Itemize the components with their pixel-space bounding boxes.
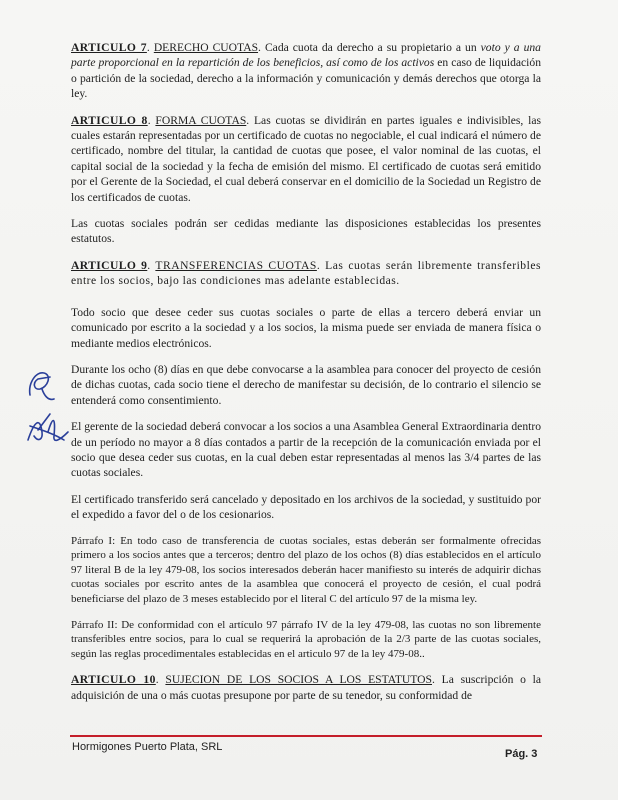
article-9-text: . Las cuotas serán libremente transferibles entre los socios, bajo las condiciones mas adelante establecidas. xyxy=(71,258,541,288)
article-9-paragraph-3: Durante los ocho (8) días en que debe convocarse a la asamblea para conocer del proyecto de cesión de dichas cuotas, cada socio tiene el derecho de manifestar su decisión, de lo contrario el silencio se entenderá como consentimiento. xyxy=(71,362,541,407)
handwritten-initials-1 xyxy=(22,365,60,407)
article-7-text-c: en caso de liquidación o partición de la sociedad, derecho a la información y comunicación y demás derechos que otorga la ley. xyxy=(71,56,541,101)
article-10-text: . La suscripción o la adquisición de una o más cuotas presupone por parte de su tenedor, su conformidad de xyxy=(71,673,541,702)
footer-company: Hormigones Puerto Plata, SRL xyxy=(72,741,223,753)
page-number: Pág. 3 xyxy=(505,748,538,760)
article-7-heading: ARTICULO 7 xyxy=(71,41,147,54)
article-7-text-a: . Cada cuota da derecho a su propietario a un xyxy=(258,41,481,54)
article-8-paragraph-2: Las cuotas sociales podrán ser cedidas mediante las disposiciones establecidas los presentes estatutos. xyxy=(71,217,541,246)
article-9-heading: ARTICULO 9 xyxy=(71,258,148,272)
article-7-text-b: voto y a una parte proporcional en la repartición de los beneficios, así como de los activos xyxy=(71,41,541,70)
article-9-paragraph-5: El certificado transferido será cancelado y depositado en los archivos de la sociedad, y sustituido por el expedido a favor del o de los cesionarios. xyxy=(71,492,541,522)
article-9-paragraph-4: El gerente de la sociedad deberá convocar a los socios a una Asamblea General Extraordinaria dentro de un período no mayor a 8 días contados a partir de la recepción de la comunicación enviada por el socio que desea ceder sus cuotas, en la cual deben estar representadas al menos las 3/4 partes de las cuotas sociales. xyxy=(71,420,541,480)
article-8-title: FORMA CUOTAS xyxy=(155,113,247,127)
article-10-heading: ARTICULO 10 xyxy=(71,673,156,687)
article-9: ARTICULO 9. TRANSFERENCIAS CUOTAS. Las cuotas serán libremente transferibles entre los socios, bajo las condiciones mas adelante establecidas. xyxy=(71,258,541,288)
article-8: ARTICULO 8. FORMA CUOTAS. Las cuotas se dividirán en partes iguales e indivisibles, las cuales estarán representadas por un certificado de cuotas no negociable, el cual indicará el número de certificado, nombre del titular, la cantidad de cuotas que posee, el valor nominal de las cuotas, el capital social de la sociedad y la fecha de emisión del mismo. El certificado de cuotas será emitido por el Gerente de la Sociedad, el cual deberá conservar en el domicilio de la Sociedad un Registro de los certificados de cuotas. xyxy=(71,113,541,204)
article-7-title: DERECHO CUOTAS xyxy=(153,41,259,54)
article-8-text: . Las cuotas se dividirán en partes iguales e indivisibles, las cuales estarán representadas por un certificado de cuotas no negociable, el cual indicará el número de certificado, nombre del titular, la cantidad de cuotas que posee, el valor nominal de las cuotas, el capital social de la sociedad y la fecha de emisión del mismo. El certificado de cuotas será emitido por el Gerente de la Sociedad, el cual deberá conservar en el domicilio de la Sociedad un Registro de los certificados de cuotas. xyxy=(71,113,541,204)
article-9-paragraph-7: Párrafo II: De conformidad con el artículo 97 párrafo IV de la ley 479-08, las cuotas no son libremente transferibles entre socios, para lo cual se requerirá la aprobación de la 2/3 parte de las cuotas sociales, según las reglas procedimentales establecidas en el articulo 97 de la ley 479-08.. xyxy=(71,618,541,660)
article-9-title: TRANSFERENCIAS CUOTAS xyxy=(155,258,317,272)
article-10: ARTICULO 10. SUJECION DE LOS SOCIOS A LOS ESTATUTOS. La suscripción o la adquisición de una o más cuotas presupone por parte de su tenedor, su conformidad de xyxy=(71,673,541,702)
footer-rule xyxy=(70,735,542,737)
article-9-paragraph-6: Párrafo I: En todo caso de transferencia de cuotas sociales, estas deberán ser formalmente ofrecidas primero a los socios antes que a terceros; dentro del plazo de los ochos (8) días establecidos en el artículo 97 literal B de la ley 479-08, los socios interesados deberán hacer manifiesto su interés de adquirir dichas cuotas sociales por escrito antes de la asamblea que conocerá el proyecto de cesión, el cual podrá beneficiarse del plazo de 3 meses establecido por el literal C del artículo 97 de la misma ley. xyxy=(71,534,541,605)
article-9-paragraph-2: Todo socio que desee ceder sus cuotas sociales o parte de ellas a tercero deberá enviar un comunicado por escrito a la sociedad y a los socios, la misma puede ser enviada de manera física o mediante medios electrónicos. xyxy=(71,305,541,350)
handwritten-initials-2 xyxy=(24,410,72,450)
document-body xyxy=(71,40,541,714)
article-10-title: SUJECION DE LOS SOCIOS A LOS ESTATUTOS xyxy=(165,673,432,687)
article-8-heading: ARTICULO 8 xyxy=(71,113,148,127)
article-7: ARTICULO 7. DERECHO CUOTAS. Cada cuota da derecho a su propietario a un voto y a una parte proporcional en la repartición de los beneficios, así como de los activos en caso de liquidación o partición de la sociedad, derecho a la información y comunicación y demás derechos que otorga la ley. xyxy=(71,41,541,101)
